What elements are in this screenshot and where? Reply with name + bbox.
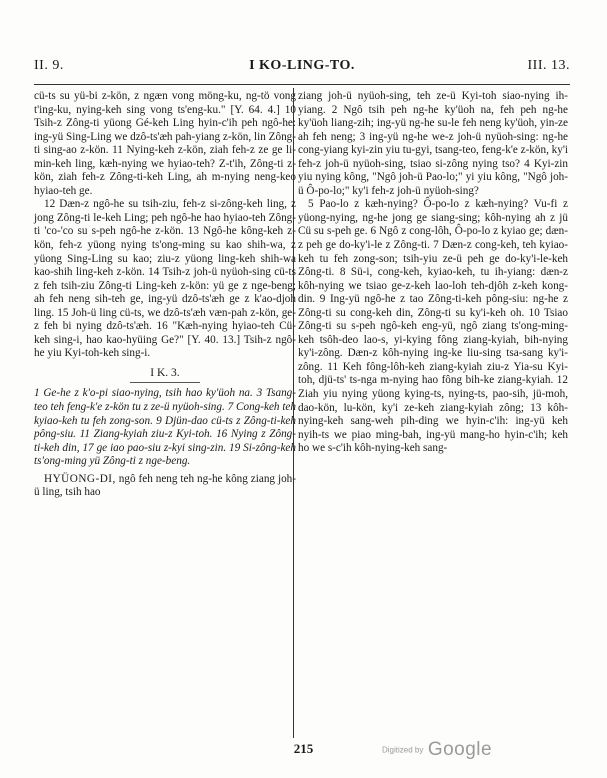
header-rule <box>34 84 570 85</box>
section-rule <box>130 382 200 383</box>
page-number: 215 <box>293 741 314 756</box>
google-logo-text: Google <box>427 739 493 760</box>
google-watermark <box>382 739 492 761</box>
digitized-by-text: Digitized by <box>382 745 424 755</box>
final-label: HYÜONG-DI, <box>44 472 116 485</box>
right-paragraph-1: ziang joh-ü nyüoh-sing, teh ze-ü Kyi-toh siao-nying ih-yiang. 2 Ngô tsih peh ng-he ky'üoh na, feh peh ng-he ky'üoh liang-zih; ing-yü ng-he su-le feh neng ky'üoh, yin-ze ah feh neng; 3 ing-yü ng-he we-z joh-ü nyüoh-sing: ng-he cong-yiang kyi-zin yiu tu-gyi, tsang-teo, feng-k'e z-kön, ky'i feh-z joh-ü nyüoh-sing, tsiao si-zông nying tso? 4 Kyi-zin yiu nying kông, "Ngô joh-ü Pao-lo;" yi yiu kông, "Ngô joh-ü Ô-po-lo;" ky'i feh-z joh-ü nyüoh-sing? <box>298 90 568 197</box>
header-left-ref: II. 9. <box>34 58 64 73</box>
section-heading: I K. 3. <box>150 366 180 379</box>
left-paragraph-2: 12 Dæn-z ngô-he su tsih-ziu, feh-z si-zông-keh ling, z jong Zông-ti le-keh Ling; peh ngô-he hao hyiao-teh Zông-ti 'co-'co su s-peh ngô-he z-kön. 13 Ngô-he kông-keh z-kön, feh-z yüong nying ts'ong-ming su kao shih-wa, z yüong Sing-Ling su kao; ziu-z yüong ling-keh shih-wa kao-shih ling-keh z-kön. 14 Tsih-z joh-ü nyüoh-sing cü-ts z feh tsih-ziu Zông-ti Ling-keh z-kön: yü ge z nge-beng; ah feh neng sih-teh ge, ing-yü dzô-ts'æh ge z k'ao-djoh ling. 15 Joh-ü ling cü-ts, we dzô-ts'æh væn-pah z-kön, ge-z feh bi nying dzô-ts'æh. 16 "Kæh-nying hyiao-teh Cü-keh sing-i, hao kao-hyüing Ge?" [Y. 40. 13.] Tsih-z ngô-he yiu Kyi-toh-keh sing-i. <box>34 198 296 360</box>
header-title: I KO-LING-TO. <box>249 58 355 73</box>
left-column <box>34 90 296 500</box>
left-paragraph-1: cü-ts su yü-bi z-kön, z ngæn vong möng-ku, ng-tö vong t'ing-ku, nying-keh sing vong ts'eng-ku." [Y. 64. 4.] 10 Tsih-z Zông-ti yüong Gé-keh Ling hyin-c'ih peh ngô-he: ing-yü Sing-Ling we dzô-ts'æh pah-yiang z-kön, lin Zông-ti sing-ao z-kön. 11 Nying-keh z-kön, ziah feh-z ze ge li-min-keh ling, kæh-nying we hyiao-teh? Z-t'ih, Zông-ti z-kön, ziah feh-z Zông-ti-keh Ling, ah m-nying neng-keo hyiao-teh ge. <box>34 90 296 197</box>
chapter-summary: 1 Ge-he z k'o-pi siao-nying, tsih hao ky'üoh na. 3 Tsang-teo teh feng-k'e z-kön tu z ze-ü nyüoh-sing. 7 Cong-keh teh kyiao-keh tu feh zong-son. 9 Djün-dao cü-ts z Zông-ti-keh pông-siu. 11 Ziang-kyiah ziu-z Kyi-toh. 16 Nying z Zông-ti-keh din, 17 ge iao pao-siu z-kyi sing-zin. 19 Si-zông-keh ts'ong-ming yü Zông-ti z nge-beng. <box>34 387 296 468</box>
right-column <box>298 90 568 456</box>
final-text: ngô feh neng teh ng-he kông ziang joh-ü ling, tsih hao <box>34 472 296 499</box>
column-divider <box>293 88 294 738</box>
right-paragraph-2: 5 Pao-lo z kæh-nying? Ô-po-lo z kæh-nying? Vu-fi z yüong-nying, ng-he jong ge siang-sing; kôh-nying ah z jü Cü su s-peh ge. 6 Ngô z cong-lôh, Ô-po-lo z kyiao ge; dæn-z peh ge do-ky'i-le z Zông-ti. 7 Dæn-z cong-keh, teh kyiao-keh tu feh zong-son; tsih-yiu ze-ü peh ge do-ky'i-le-keh Zông-ti. 8 Sü-i, cong-keh, kyiao-keh, tu ih-yiang: dæn-z kôh-nying we tsiao ge-z-keh lao-loh teh-djôh z-keh kong-din. 9 Ing-yü ngô-he z tao Zông-ti-keh pông-siu: ng-he z Zông-ti su cong-keh din, Zông-ti su ky'i-keh oh. 10 Tsiao Zông-ti su s-peh ngô-keh eng-yü, ngô ziang ts'ong-ming-keh tsôh-deo lao-s, yi-kying fông ziang-kyiah, bih-nying ky'i-zông. Dæn-z kôh-nying ing-ke liu-sing tsa-sang ky'i-zông. 11 Keh fông-lôh-keh ziang-kyiah ziu-z Yia-su Kyi-toh, djü-ts' ts-nga m-nying hao fông bih-ke ziang-kyiah. 12 Ziah yiu nying yüong kying-ts, nying-ts, pao-sih, jü-moh, dao-kön, lu-kön, ky'i ze-keh ziang-kyiah zông; 13 kôh-nying-keh sang-weh pih-ding we hyin-c'ih: ing-yü keh nyih-ts we piao ming-bah, ing-yü mang-ho hyin-c'ih; keh ho we s-c'ih kôh-nying-keh sang- <box>298 198 568 455</box>
left-final-paragraph <box>34 473 296 500</box>
running-header <box>34 58 570 78</box>
header-right-ref: III. 13. <box>527 58 570 73</box>
